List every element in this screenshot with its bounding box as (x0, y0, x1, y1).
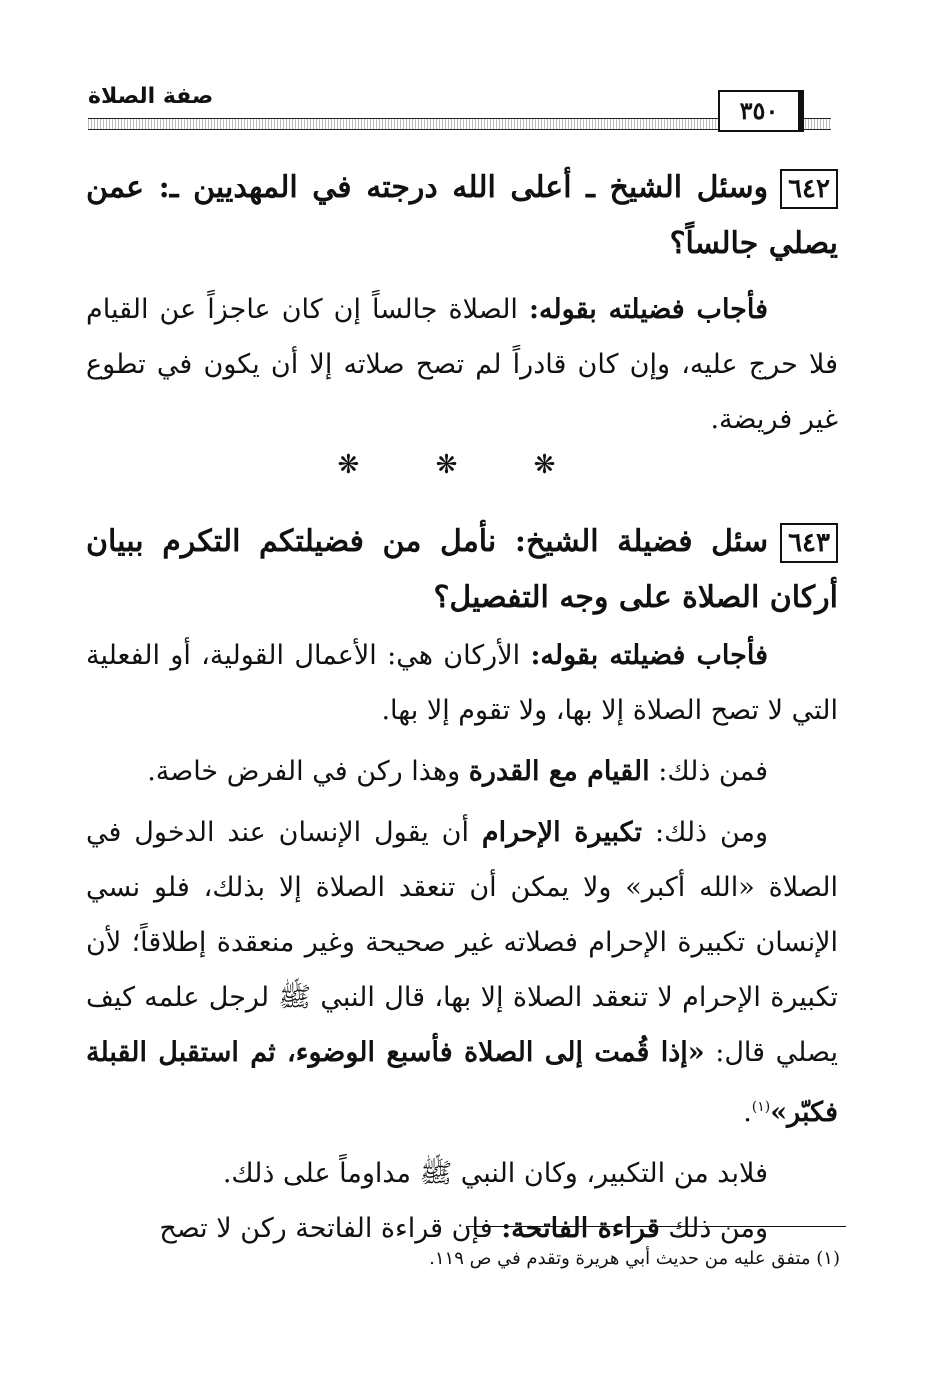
question-642 (86, 160, 838, 272)
answer-paragraph (86, 628, 838, 738)
page-number: ٣٥٠ (718, 90, 804, 132)
question-text: سئل فضيلة الشيخ: نأمل من فضيلتكم التكرم ببيان أركان الصلاة على وجه التفصيل؟ (86, 524, 838, 615)
question-text: وسئل الشيخ ـ أعلى الله درجته في المهديين ـ: عمن يصلي جالساً؟ (86, 170, 838, 261)
footnote: (١) متفق عليه من حديث أبي هريرة وتقدم في ص ١١٩. (429, 1248, 840, 1269)
paragraph-lead: ومن ذلك: (654, 817, 769, 848)
paragraph-bold-term: تكبيرة الإحرام (481, 817, 643, 848)
question-643-text (86, 514, 838, 626)
paragraph-text: أن يقول الإنسان عند الدخول في الصلاة «الله أكبر» ولا يمكن أن تنعقد الصلاة إلا بذلك، فلو نسي الإنسان تكبيرة الإحرام فصلاته غير صحيحة وغير منعقدة إطلاقاً؛ لأن تكبيرة الإحرام لا تنعقد الصلاة إلا بها، قال النبي ﷺ لرجل علمه كيف يصلي قال: (86, 817, 838, 1068)
question-642-text (86, 160, 838, 272)
paragraph-text: وهذا ركن في الفرض خاصة. (147, 756, 461, 787)
paragraph-bold-term: قراءة الفاتحة: (501, 1213, 660, 1244)
answer-text: الأركان هي: الأعمال القولية، أو الفعلية التي لا تصح الصلاة إلا بها، ولا تقوم إلا بها. (86, 640, 838, 726)
question-643 (86, 514, 838, 626)
answer-lead: فأجاب فضيلته بقوله: (530, 640, 768, 671)
answer-642 (86, 282, 838, 447)
question-number: ٦٤٢ (780, 169, 838, 209)
paragraph-takbir-conclusion: فلابد من التكبير، وكان النبي ﷺ مداوماً على ذلك. (222, 1158, 768, 1189)
paragraph-lead: فمن ذلك: (658, 756, 768, 787)
paragraph-qiyam (86, 744, 838, 799)
answer-paragraph (86, 282, 838, 447)
full-stop: . (743, 1097, 752, 1128)
running-header-title: صفة الصلاة (88, 84, 214, 109)
paragraph-text: فإن قراءة الفاتحة ركن لا تصح (159, 1213, 493, 1244)
paragraph-bold-term: القيام مع القدرة (468, 756, 650, 787)
footnote-ref: (١) (751, 1099, 771, 1115)
footnote-rule (466, 1226, 846, 1227)
paragraph-takbir (86, 805, 838, 1140)
answer-text: الصلاة جالساً إن كان عاجزاً عن القيام فلا حرج عليه، وإن كان قادراً لم تصح صلاته إلا أن يكون في تطوع غير فريضة. (86, 294, 838, 435)
section-separator: ❋ ❋ ❋ (337, 450, 590, 480)
answer-643 (86, 628, 838, 1256)
hadith-quote: «إذا قُمت إلى الصلاة فأسبع الوضوء، ثم استقبل القبلة فكبّر» (86, 1037, 838, 1128)
answer-lead: فأجاب فضيلته بقوله: (528, 294, 768, 325)
paragraph-lead: ومن ذلك (668, 1213, 768, 1244)
question-number: ٦٤٣ (780, 523, 838, 563)
